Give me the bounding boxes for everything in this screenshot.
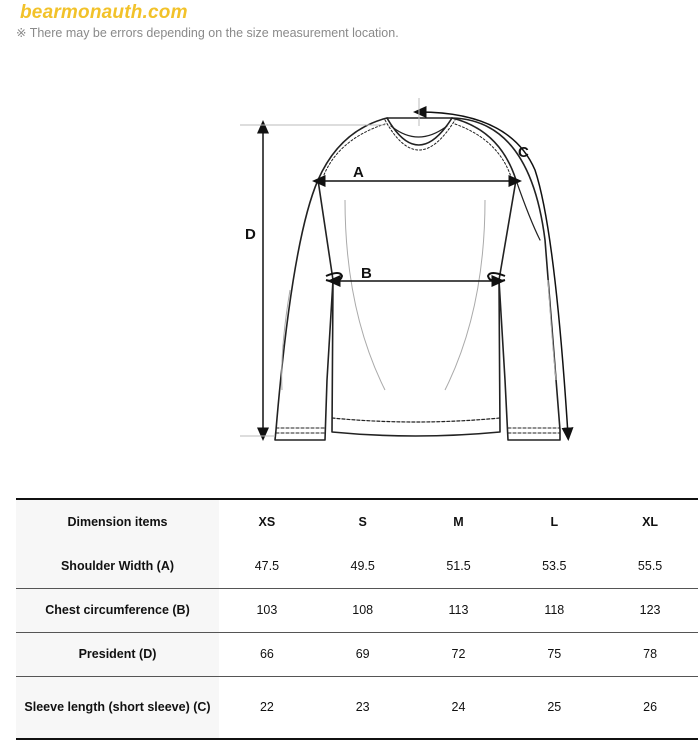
right-sleeve-outline [452, 118, 560, 440]
table-cell: 66 [219, 632, 315, 676]
table-cell: 113 [411, 588, 507, 632]
table-cell: 72 [411, 632, 507, 676]
table-row [16, 632, 698, 676]
sweatshirt-measurement-diagram [0, 90, 698, 450]
header-size-xs: XS [258, 515, 276, 529]
table-cell: 24 [451, 700, 466, 715]
size-header-row [16, 499, 698, 544]
label-c: C [518, 144, 529, 161]
table-cell: 103 [219, 588, 315, 632]
header-size-s: S [358, 515, 367, 529]
row-label: Chest circumference (B) [16, 588, 219, 632]
table-cell: 25 [547, 700, 562, 715]
header-size-m: M [453, 515, 464, 529]
table-cell: 78 [602, 632, 698, 676]
brand-logo-text: bearmonauth.com [20, 2, 188, 23]
row-label: Sleeve length (short sleeve) (C) [16, 676, 219, 739]
table-cell: 75 [506, 632, 602, 676]
table-row [16, 544, 698, 588]
table-row [16, 676, 698, 739]
label-d: D [245, 226, 256, 243]
size-table [16, 498, 698, 740]
table-cell: 118 [506, 588, 602, 632]
table-cell: 123 [602, 588, 698, 632]
table-cell: 108 [315, 588, 411, 632]
label-b: B [361, 265, 372, 282]
measurement-notice: ※ There may be errors depending on the size measurement location. [16, 26, 399, 40]
table-cell: 26 [643, 700, 658, 715]
table-cell: 51.5 [411, 544, 507, 588]
row-label: Shoulder Width (A) [16, 544, 219, 588]
header-size-xl: XL [642, 515, 659, 529]
label-a: A [353, 164, 364, 181]
table-cell: 69 [315, 632, 411, 676]
table-cell: 47.5 [219, 544, 315, 588]
table-cell: 53.5 [506, 544, 602, 588]
table-cell: 55.5 [602, 544, 698, 588]
table-cell: 23 [355, 700, 370, 715]
row-label: President (D) [16, 632, 219, 676]
header-dimension-items: Dimension items [16, 499, 219, 544]
table-cell: 49.5 [315, 544, 411, 588]
header-size-l: L [550, 515, 559, 529]
table-cell: 22 [259, 700, 274, 715]
table-row [16, 588, 698, 632]
